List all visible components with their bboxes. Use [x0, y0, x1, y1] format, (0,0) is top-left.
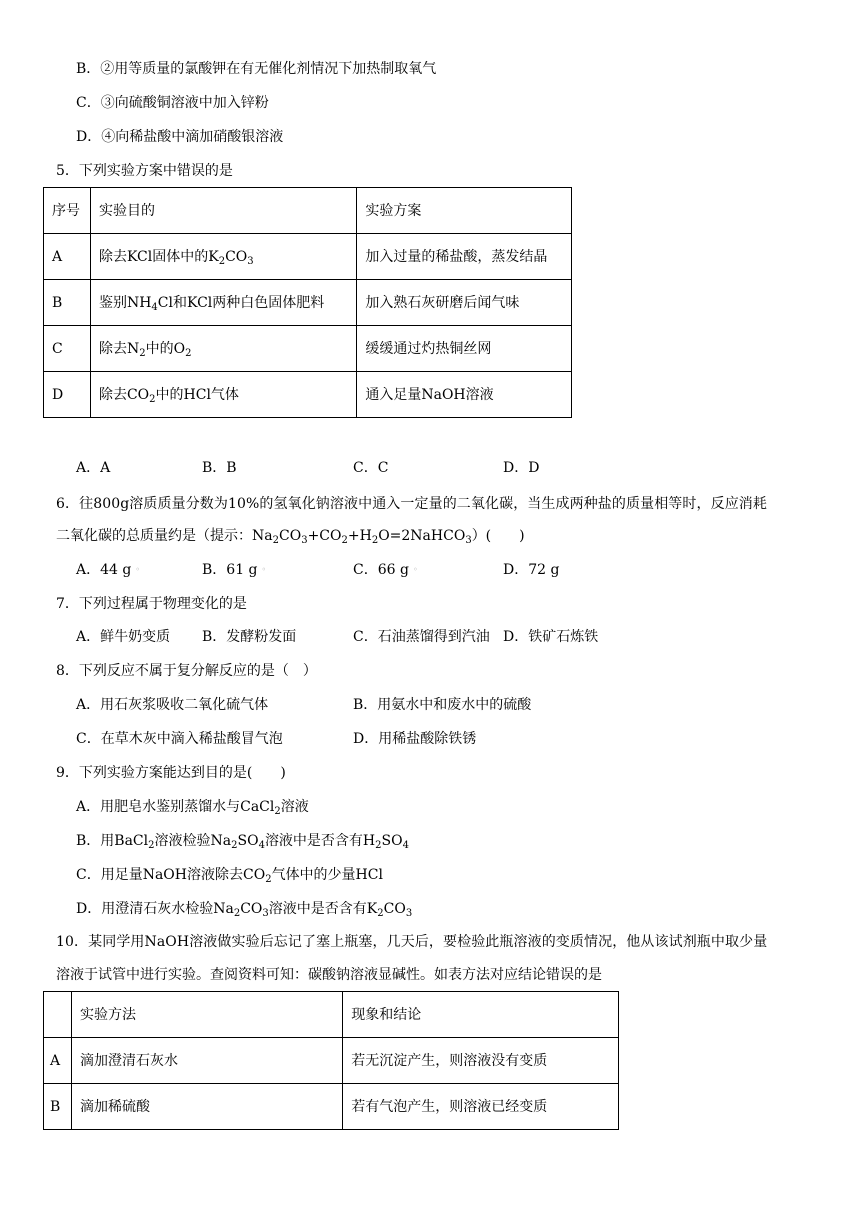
q8-option-b: B．用氨水中和废水中的硫酸	[353, 697, 532, 713]
row-method: 滴加稀硫酸	[71, 1084, 342, 1130]
row-id: C	[44, 326, 91, 372]
table-header-cell: 实验方案	[357, 188, 572, 234]
q7-option-b: B．发酵粉发面	[202, 629, 297, 645]
table-header-cell: 实验方法	[71, 992, 342, 1038]
subscript: 2	[272, 535, 279, 546]
table-header-cell: 序号	[44, 188, 91, 234]
text: 二氧化碳的总质量约是（提示：Na	[56, 528, 273, 544]
q5-option-b: B．B	[202, 460, 237, 476]
q6-option-d: D．72 g	[503, 562, 560, 578]
table-row	[44, 1038, 619, 1084]
text: +CO	[307, 528, 342, 544]
q6-stem-line1: 6．往800g溶质质量分数为10%的氢氧化钠溶液中通入一定量的二氧化碳，当生成两种盐的质量相等时，反应消耗	[56, 496, 768, 512]
text: C．用足量NaOH溶液除去CO	[76, 867, 266, 883]
table-header-row	[44, 188, 572, 234]
q9-option-d	[76, 899, 412, 919]
q5-option-d: D．D	[503, 460, 540, 476]
table-header-row	[44, 992, 619, 1038]
table-row	[44, 372, 572, 418]
q6-stem-line2	[56, 526, 525, 546]
row-id: B	[44, 280, 91, 326]
row-method: 滴加澄清石灰水	[71, 1038, 342, 1084]
table-row	[44, 280, 572, 326]
q8-option-a: A．用石灰浆吸收二氧化硫气体	[76, 697, 269, 713]
q9-option-a	[76, 797, 309, 817]
text: 中的HCl气体	[155, 386, 239, 403]
text: 鉴别NH	[98, 294, 152, 311]
subscript: 2	[377, 908, 384, 919]
row-purpose	[90, 280, 356, 326]
q10-stem-line2: 溶液于试管中进行实验。查阅资料可知：碳酸钠溶液显碱性。如表方法对应结论错误的是	[56, 967, 602, 983]
q7-option-d: D．铁矿石炼铁	[503, 629, 599, 645]
subscript: 2	[218, 255, 226, 267]
row-plan: 加入过量的稀盐酸，蒸发结晶	[357, 234, 572, 280]
q4-option-b: B．②用等质量的氯酸钾在有无催化剂情况下加热制取氧气	[76, 61, 437, 77]
subscript: 3	[262, 908, 269, 919]
row-plan: 通入足量NaOH溶液	[357, 372, 572, 418]
subscript: 2	[375, 840, 382, 851]
table-header-cell	[44, 992, 72, 1038]
row-id: A	[44, 1038, 72, 1084]
text: 除去CO	[98, 386, 150, 403]
text: B．61 g	[202, 562, 258, 578]
text: CO	[383, 901, 406, 917]
text: 溶液中是否含有H	[264, 833, 376, 849]
q5-option-a: A．A	[76, 460, 111, 476]
q4-option-c: C．③向硫酸铜溶液中加入锌粉	[76, 95, 269, 111]
text: SO	[237, 833, 259, 849]
text: A．用肥皂水鉴别蒸馏水与CaCl	[76, 799, 275, 815]
subscript: 2	[148, 840, 155, 851]
subscript: 3	[465, 535, 472, 546]
q6-option-c	[353, 560, 418, 580]
subscript: 2	[274, 806, 281, 817]
row-plan: 加入熟石灰研磨后闻气味	[357, 280, 572, 326]
text: Cl和KCl两种白色固体肥料	[157, 294, 325, 311]
table-row	[44, 326, 572, 372]
dot-mark: ◦	[412, 565, 418, 574]
text: 溶液检验Na	[154, 833, 232, 849]
row-id: A	[44, 234, 91, 280]
row-result: 若无沉淀产生，则溶液没有变质	[343, 1038, 619, 1084]
subscript: 3	[405, 908, 413, 919]
text: O=2NaHCO	[378, 528, 466, 544]
text: 溶液	[280, 799, 309, 815]
text: ）( )	[471, 528, 525, 544]
text: CO	[225, 248, 248, 265]
q4-option-d: D．④向稀盐酸中滴加硝酸银溶液	[76, 129, 284, 145]
text: A．44 g	[76, 562, 132, 578]
subscript: 2	[139, 347, 146, 359]
q5-option-c: C．C	[353, 460, 389, 476]
dot-mark: ◦	[261, 565, 267, 574]
q8-stem: 8．下列反应不属于复分解反应的是（ ）	[56, 663, 317, 679]
row-result: 若有气泡产生，则溶液已经变质	[343, 1084, 619, 1130]
q7-stem: 7．下列过程属于物理变化的是	[56, 596, 247, 612]
subscript: 2	[265, 874, 272, 885]
subscript: 4	[258, 840, 265, 851]
q9-option-c	[76, 865, 383, 885]
q9-option-b	[76, 831, 409, 851]
subscript: 2	[371, 535, 379, 546]
text: C．66 g	[353, 562, 409, 578]
q7-option-c: C．石油蒸馏得到汽油	[353, 629, 490, 645]
subscript: 2	[341, 535, 348, 546]
subscript: 3	[247, 255, 254, 267]
q5-stem: 5．下列实验方案中错误的是	[56, 163, 233, 179]
text: 除去KCl固体中的K	[98, 248, 219, 265]
subscript: 2	[233, 908, 241, 919]
text: 除去N	[98, 340, 140, 357]
text: D．用澄清石灰水检验Na	[76, 901, 234, 917]
text: 中的O	[145, 340, 186, 357]
subscript: 2	[185, 347, 192, 359]
text: 溶液中是否含有K	[268, 901, 378, 917]
table-row	[44, 234, 572, 280]
row-plan: 缓缓通过灼热铜丝网	[357, 326, 572, 372]
row-id: B	[44, 1084, 72, 1130]
q5-table	[43, 187, 572, 418]
table-header-cell: 实验目的	[90, 188, 356, 234]
text: B．用BaCl	[76, 833, 149, 849]
q6-option-b	[202, 560, 266, 580]
q10-stem-line1: 10．某同学用NaOH溶液做实验后忘记了塞上瓶塞，几天后，要检验此瓶溶液的变质情况，他从该试剂瓶中取少量	[56, 934, 768, 950]
dot-mark: ◦	[135, 565, 141, 574]
text: +H	[347, 528, 372, 544]
subscript: 4	[402, 840, 409, 851]
table-row	[44, 1084, 619, 1130]
q9-stem: 9．下列实验方案能达到目的是( )	[56, 765, 286, 781]
row-purpose	[90, 326, 356, 372]
text: 气体中的少量HCl	[271, 867, 383, 883]
subscript: 3	[301, 535, 308, 546]
q8-option-c: C．在草木灰中滴入稀盐酸冒气泡	[76, 731, 283, 747]
q8-option-d: D．用稀盐酸除铁锈	[353, 731, 477, 747]
text: CO	[240, 901, 263, 917]
q6-option-a	[76, 560, 140, 580]
text: CO	[278, 528, 302, 544]
row-purpose	[90, 234, 356, 280]
table-header-cell: 现象和结论	[343, 992, 619, 1038]
text: SO	[381, 833, 403, 849]
q10-table	[43, 991, 619, 1130]
row-id: D	[44, 372, 91, 418]
subscript: 2	[231, 840, 238, 851]
q7-option-a: A．鲜牛奶变质	[76, 629, 171, 645]
row-purpose	[90, 372, 356, 418]
subscript: 4	[151, 301, 158, 313]
subscript: 2	[149, 393, 156, 405]
